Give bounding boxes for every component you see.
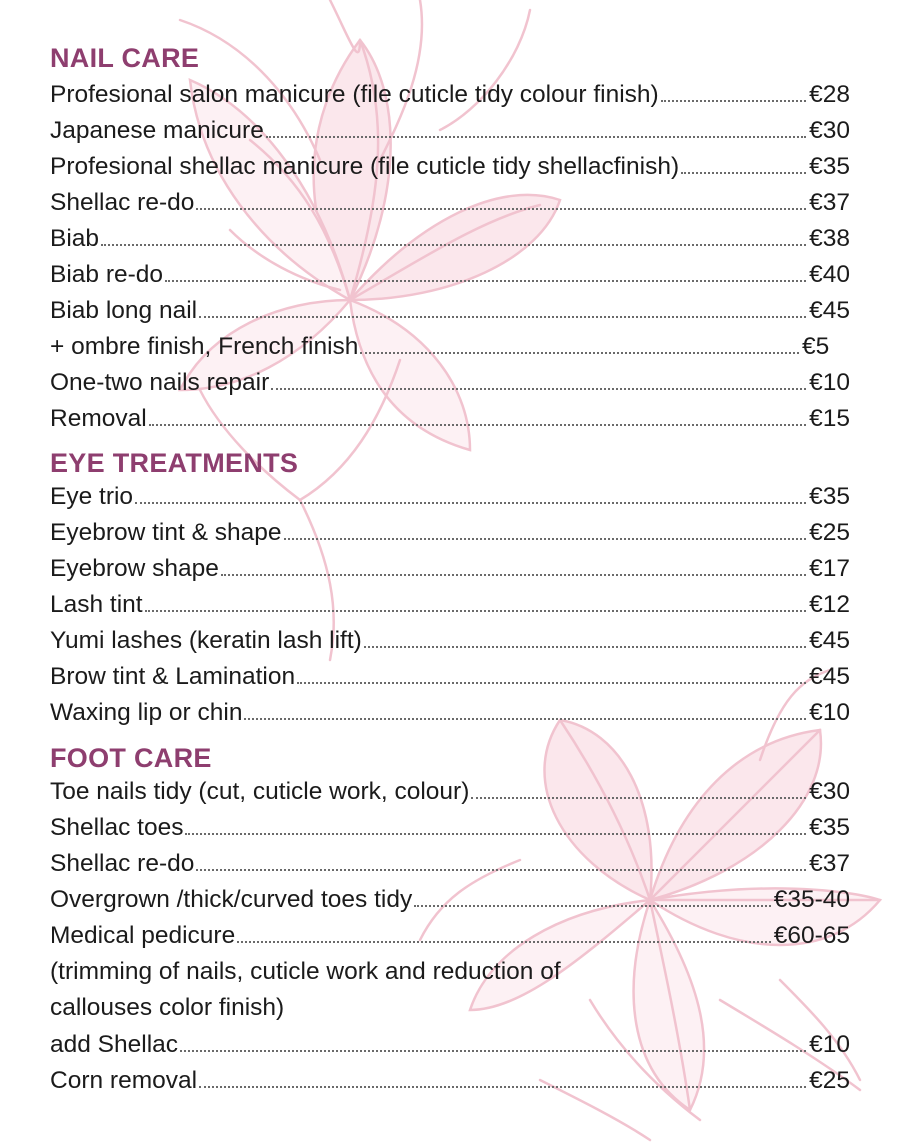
dot-leader (185, 833, 806, 835)
service-price: €17 (809, 555, 850, 582)
service-name: Medical pedicure (50, 922, 236, 949)
service-price: €35 (809, 153, 850, 180)
service-row (50, 917, 850, 951)
service-name: Profesional salon manicure (file cuticle tidy colour finish) (50, 81, 659, 108)
medical-pedicure-note: callouses color finish) (50, 994, 285, 1021)
service-row (50, 478, 850, 512)
dot-leader (271, 388, 806, 390)
service-price: €37 (809, 850, 850, 877)
service-row (50, 364, 850, 398)
service-name: Japanese manicure (50, 117, 264, 144)
dot-leader (414, 905, 771, 907)
service-name: Overgrown /thick/curved toes tidy (50, 886, 413, 913)
service-row (50, 292, 850, 326)
service-name: Shellac re-do (50, 189, 195, 216)
service-name: One-two nails repair (50, 369, 270, 396)
service-row (50, 550, 850, 584)
service-name: + ombre finish, French finish (50, 333, 359, 360)
dot-leader (149, 424, 806, 426)
service-price: €12 (809, 591, 850, 618)
service-row (50, 773, 850, 807)
service-name: Profesional shellac manicure (file cuticle tidy shellacfinish) (50, 153, 680, 180)
service-name: Shellac re-do (50, 850, 195, 877)
service-price: €35-40 (773, 886, 850, 913)
service-row (50, 1026, 850, 1060)
service-name: Biab (50, 225, 100, 252)
service-row (50, 112, 850, 146)
service-row (50, 845, 850, 879)
service-row (50, 658, 850, 692)
service-name: Shellac toes (50, 814, 184, 841)
service-row (50, 328, 850, 362)
section-title-nail-care: NAIL CARE (50, 43, 200, 73)
service-name: Biab long nail (50, 297, 198, 324)
dot-leader (244, 718, 806, 720)
service-row (50, 586, 850, 620)
dot-leader (199, 1086, 806, 1088)
service-price: €25 (809, 1067, 850, 1094)
dot-leader (180, 1050, 806, 1052)
service-name: Brow tint & Lamination (50, 663, 296, 690)
service-name: Eye trio (50, 483, 134, 510)
service-price: €5 (802, 333, 830, 360)
service-price: €10 (809, 1031, 850, 1058)
service-row (50, 220, 850, 254)
dot-leader (196, 208, 806, 210)
service-row (50, 881, 850, 915)
dot-leader (297, 682, 806, 684)
dot-leader (135, 502, 806, 504)
service-price: €40 (809, 261, 850, 288)
dot-leader (221, 574, 806, 576)
service-price: €10 (809, 369, 850, 396)
service-price: €45 (809, 663, 850, 690)
service-name: Eyebrow tint & shape (50, 519, 282, 546)
service-price: €35 (809, 483, 850, 510)
service-name: Corn removal (50, 1067, 198, 1094)
service-name: Toe nails tidy (cut, cuticle work, colour) (50, 778, 470, 805)
service-row (50, 400, 850, 434)
dot-leader (196, 869, 806, 871)
service-name: Yumi lashes (keratin lash lift) (50, 627, 362, 654)
dot-leader (145, 610, 806, 612)
service-price: €15 (809, 405, 850, 432)
service-row (50, 256, 850, 290)
service-row (50, 148, 850, 182)
dot-leader (360, 352, 799, 354)
dot-leader (266, 136, 806, 138)
service-row (50, 514, 850, 548)
dot-leader (237, 941, 770, 943)
service-name: Waxing lip or chin (50, 699, 243, 726)
dot-leader (661, 100, 806, 102)
service-price: €10 (809, 699, 850, 726)
service-row (50, 76, 850, 110)
service-price: €35 (809, 814, 850, 841)
service-name: add Shellac (50, 1031, 179, 1058)
service-row (50, 184, 850, 218)
section-title-eye-treatments: EYE TREATMENTS (50, 448, 299, 478)
service-row (50, 1062, 850, 1096)
dot-leader (471, 797, 806, 799)
section-title-foot-care: FOOT CARE (50, 743, 212, 773)
service-price: €30 (809, 778, 850, 805)
service-price: €25 (809, 519, 850, 546)
service-price: €28 (809, 81, 850, 108)
dot-leader (101, 244, 806, 246)
service-name: Biab re-do (50, 261, 164, 288)
service-price: €60-65 (773, 922, 850, 949)
service-price: €37 (809, 189, 850, 216)
dot-leader (364, 646, 806, 648)
service-row (50, 694, 850, 728)
dot-leader (681, 172, 806, 174)
medical-pedicure-note: (trimming of nails, cuticle work and reduction of (50, 958, 561, 985)
service-price: €45 (809, 297, 850, 324)
service-price: €38 (809, 225, 850, 252)
service-name: Removal (50, 405, 147, 432)
service-name: Lash tint (50, 591, 143, 618)
dot-leader (199, 316, 806, 318)
service-row (50, 622, 850, 656)
service-price: €30 (809, 117, 850, 144)
service-name: Eyebrow shape (50, 555, 219, 582)
dot-leader (165, 280, 806, 282)
dot-leader (284, 538, 807, 540)
service-row (50, 809, 850, 843)
service-price: €45 (809, 627, 850, 654)
